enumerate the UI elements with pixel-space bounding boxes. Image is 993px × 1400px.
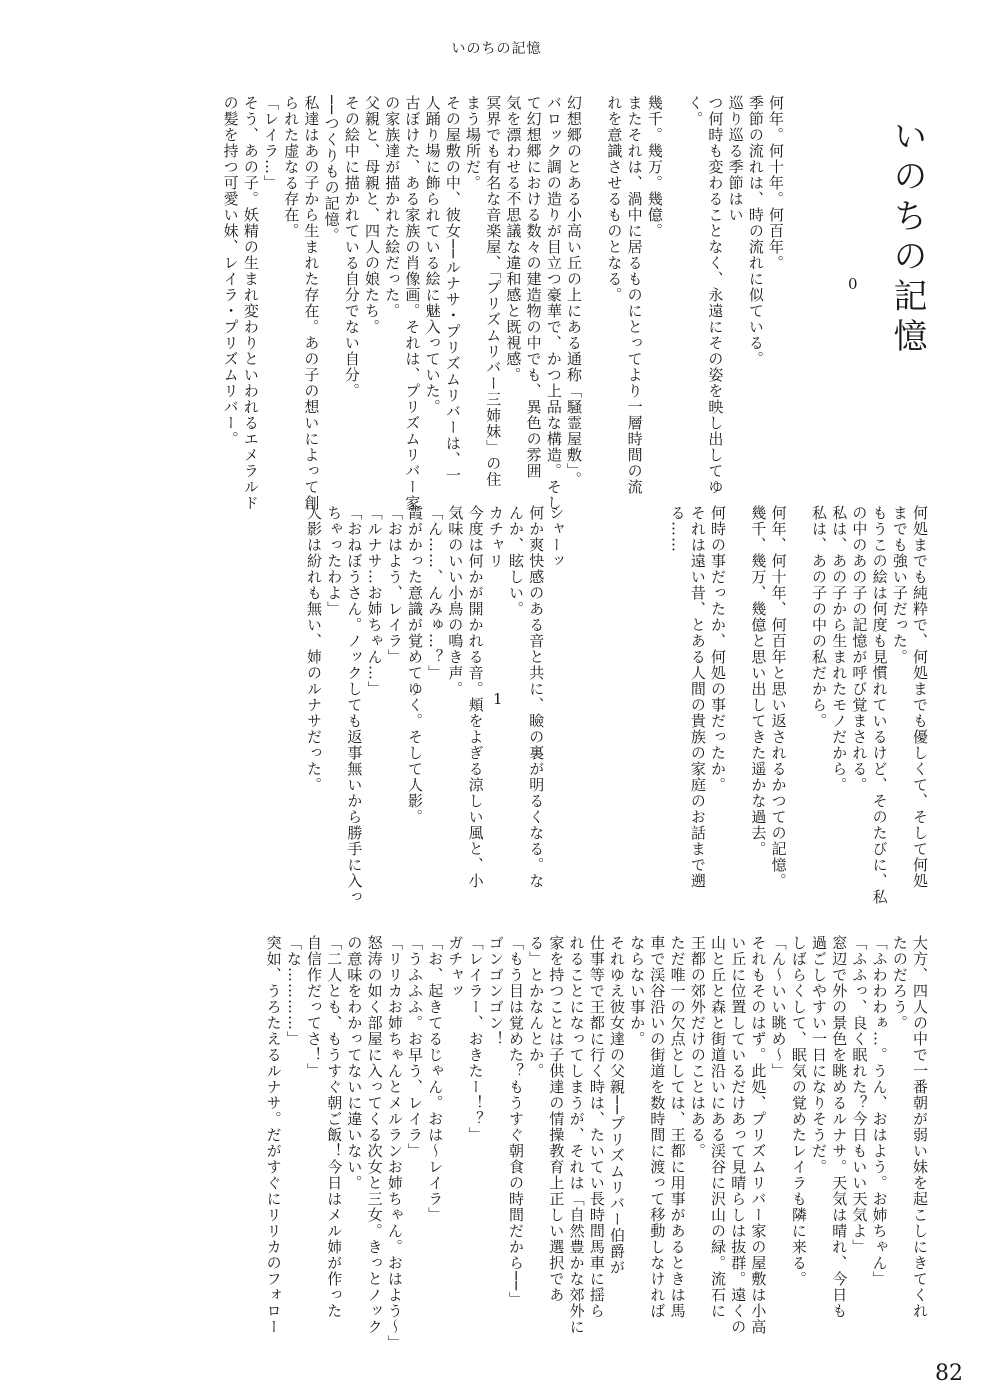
text-column: 何処までも純粋で、何処までも優しくて、そして何処 bbox=[911, 505, 929, 889]
text-column: それゆえ彼女達の父親──プリズムリバー伯爵が bbox=[608, 935, 626, 1276]
text-column: 何年。何十年。何百年。 bbox=[767, 95, 785, 271]
page-number: 82 bbox=[935, 1361, 963, 1386]
text-column: 「な…………」 bbox=[284, 935, 303, 1047]
text-column: 王都の郊外だけのことはある。 bbox=[688, 935, 707, 1159]
text-column: る…… bbox=[668, 505, 687, 553]
text-column: 山と丘と森と街道沿いにある渓谷に沢山の緑。流石に bbox=[709, 935, 727, 1319]
text-column bbox=[646, 505, 664, 870]
text-column: く。 bbox=[686, 95, 705, 127]
text-column: 冥界でも有名な音楽屋、「プリズムリバー三姉妹」の住 bbox=[484, 95, 503, 488]
text-column: れることになってしまうが、それは「自然豊かな郊外に bbox=[567, 935, 586, 1335]
text-column bbox=[586, 505, 604, 870]
text-column: 窓辺で外の景色を眺めるルナサ。天気は晴れ、今日も bbox=[830, 935, 849, 1319]
text-column: まう場所だ。 bbox=[464, 95, 482, 191]
text-column: それは遠い昔、とある人間の貴族の家庭のお話まで遡 bbox=[688, 505, 707, 889]
text-column: 季節の流れは、時の流れに似ている。 bbox=[746, 95, 765, 367]
section-number-0: 0 bbox=[848, 275, 858, 293]
text-column bbox=[566, 505, 584, 870]
text-column: ガチャッ bbox=[446, 935, 465, 999]
text-column: 古ぼけた、ある家族の肖像画。それは、プリズムリバー家 bbox=[403, 95, 422, 511]
text-column: カチャリ bbox=[486, 505, 505, 569]
text-column bbox=[583, 95, 601, 475]
text-column: 「レイラー、おきたー！？」 bbox=[466, 935, 485, 1143]
running-header: いのちの記憶 bbox=[451, 41, 542, 57]
text-column: 幾千、幾万、幾億と思い出してきた遥かな過去。 bbox=[749, 505, 768, 857]
text-column: 人影は紛れも無い、姉のルナサだった。 bbox=[305, 505, 323, 793]
text-column: 父親と、母親と、四人の娘たち。 bbox=[363, 95, 381, 335]
text-column: 私は、あの子の中の私だから。 bbox=[810, 505, 828, 729]
text-column: またそれは、渦中に居るものにとってより一層時間の流 bbox=[625, 95, 644, 495]
text-column: 過ごしやすい一日になりそうだ。 bbox=[810, 935, 828, 1175]
text-column: ──つくりもの記憶。 bbox=[322, 95, 341, 244]
text-column bbox=[727, 505, 745, 870]
text-column bbox=[664, 95, 682, 475]
text-column: 幻想郷のとある小高い丘の上にある通称「騒霊屋敷」。 bbox=[565, 95, 583, 488]
text-column: る」とかなんとか。 bbox=[527, 935, 546, 1079]
text-column: つ何時も変わることなく、永遠にその姿を映し出してゆ bbox=[706, 95, 725, 495]
text-column: 「お、起きてるじゃん。おは〜レイラ」 bbox=[426, 935, 445, 1223]
text-column: の中のあの子の記憶が呼び覚まされる。 bbox=[850, 505, 869, 793]
text-column: い丘に位置しているだけあって見晴らしは抜群。遠くの bbox=[729, 935, 748, 1335]
text-column: 私達はあの子から生まれた存在。あの子の想いによって創 bbox=[302, 95, 321, 511]
text-column: 「ふわわわぁ…。うん、おはよう。お姉ちゃん」 bbox=[870, 935, 889, 1287]
text-column: 突如、うろたえるルナサ。だがすぐにリリカのフォロー bbox=[264, 935, 283, 1335]
text-column: までも強い子だった。 bbox=[890, 505, 909, 665]
text-column: 「ふふっ、良く眠れた？今日もいい天気よ」 bbox=[850, 935, 869, 1255]
text-column: 「ん……、んみゅ…？」 bbox=[426, 505, 445, 681]
text-column: ゴンゴンゴン！ bbox=[486, 935, 505, 1047]
text-column: の家族達が描かれた絵だった。 bbox=[383, 95, 402, 319]
text-column: 怒涛の如く部屋に入ってくる次女と三女。きっとノック bbox=[365, 935, 384, 1335]
text-column: 「リリカお姉ちゃんとメルランお姉ちゃん。おはよう〜」 bbox=[385, 935, 404, 1351]
text-column: 幾千。幾万。幾億。 bbox=[645, 95, 664, 239]
text-column: 気味のいい小鳥の鳴き声。 bbox=[446, 505, 465, 697]
text-column: て幻想郷における数々の建造物の中でも、異色の雰囲 bbox=[524, 95, 543, 479]
text-column bbox=[788, 505, 806, 870]
text-column: もうこの絵は何度も見慣れているけど、そのたびに、私 bbox=[870, 505, 889, 905]
text-column bbox=[626, 505, 644, 870]
section-number-1: 1 bbox=[493, 690, 503, 708]
text-column: そう、あの子。妖精の生まれ変わりといわれるエメラルド bbox=[241, 95, 260, 511]
text-column: たのだろう。 bbox=[890, 935, 909, 1031]
text-column: 何時の事だったか、何処の事だったか。 bbox=[709, 505, 727, 793]
text-column: その絵中に描かれている自分でない自分。 bbox=[342, 95, 361, 399]
text-column: 「おはよう、レイラ」 bbox=[385, 505, 404, 665]
text-column: 仕事等で王都に行く時は、たいてい長時間馬車に揺ら bbox=[587, 935, 606, 1319]
text-column: 今度は何かが開かれる音。頬をよぎる涼しい風と、小 bbox=[466, 505, 485, 889]
text-column: 気を漂わせる不思議な違和感と既視感。 bbox=[504, 95, 523, 383]
text-column: 「ん〜いい眺め〜」 bbox=[769, 935, 788, 1079]
text-column: れを意識させるものとなる。 bbox=[605, 95, 624, 303]
text-column: 「レイラ…」 bbox=[262, 95, 280, 191]
text-column: ただ唯一の欠点としては、王都に用事があるときは馬 bbox=[668, 935, 687, 1319]
text-column: バロック調の造りが目立つ豪華で、かつ上品な構造。そし bbox=[544, 95, 563, 511]
text-column: 車で渓谷沿いの街道を数時間に渡って移動しなければ bbox=[648, 935, 667, 1319]
text-column: んか、眩しい。 bbox=[507, 505, 525, 617]
text-column bbox=[606, 505, 624, 870]
text-column: ちゃったわよ」 bbox=[325, 505, 344, 617]
text-column: 霞がかった意識が覚めてゆく。そして人影。 bbox=[406, 505, 424, 825]
text-column: シャーッ bbox=[547, 505, 566, 569]
text-column: 自信作だってさ！」 bbox=[305, 935, 323, 1079]
text-column: 何年、何十年、何百年と思い返されるかつての記憶。 bbox=[769, 505, 788, 889]
text-column: 私は、あの子から生まれたモノだから。 bbox=[830, 505, 849, 793]
text-column: 大方、四人の中で一番朝が弱い妹を起こしにきてくれ bbox=[911, 935, 929, 1319]
text-column: その屋敷の中、彼女──ルナサ・プリズムリバーは、一 bbox=[443, 95, 462, 484]
chapter-title: いのちの記憶 bbox=[887, 118, 927, 358]
text-column: 「二人とも、もうすぐ朝ご飯！今日はメル姉が作った bbox=[325, 935, 344, 1319]
text-column: 「おねぼうさん。ノックしても返事無いから勝手に入っ bbox=[345, 505, 364, 905]
text-column: ならない事か。 bbox=[628, 935, 647, 1047]
text-column: の意味をわかってないに違いない。 bbox=[345, 935, 364, 1191]
text-column: しばらくして、眠気の覚めたレイラも隣に来る。 bbox=[789, 935, 808, 1287]
text-column: 「もう目は覚めた？もうすぐ朝食の時間だから──」 bbox=[507, 935, 525, 1308]
text-column: 「ルナサ…お姉ちゃん…」 bbox=[365, 505, 384, 697]
text-column: られた虚なる存在。 bbox=[282, 95, 301, 239]
text-column: の髪を持つ可愛い妹、レイラ・プリズムリバー。 bbox=[221, 95, 240, 447]
text-column: 家を持つことは子供達の情操教育上正しい選択であ bbox=[547, 935, 566, 1303]
text-column: 巡り巡る季節はい bbox=[726, 95, 745, 223]
text-column: それもそのはず。此処、プリズムリバー家の屋敷は小高 bbox=[749, 935, 768, 1335]
text-column: 「うふふふ。お早う、レイラ」 bbox=[406, 935, 424, 1159]
text-column: 何か爽快感のある音と共に、瞼の裏が明るくなる。な bbox=[527, 505, 546, 889]
text-column: 人踊り場に飾られている絵に魅入っていた。 bbox=[423, 95, 442, 415]
